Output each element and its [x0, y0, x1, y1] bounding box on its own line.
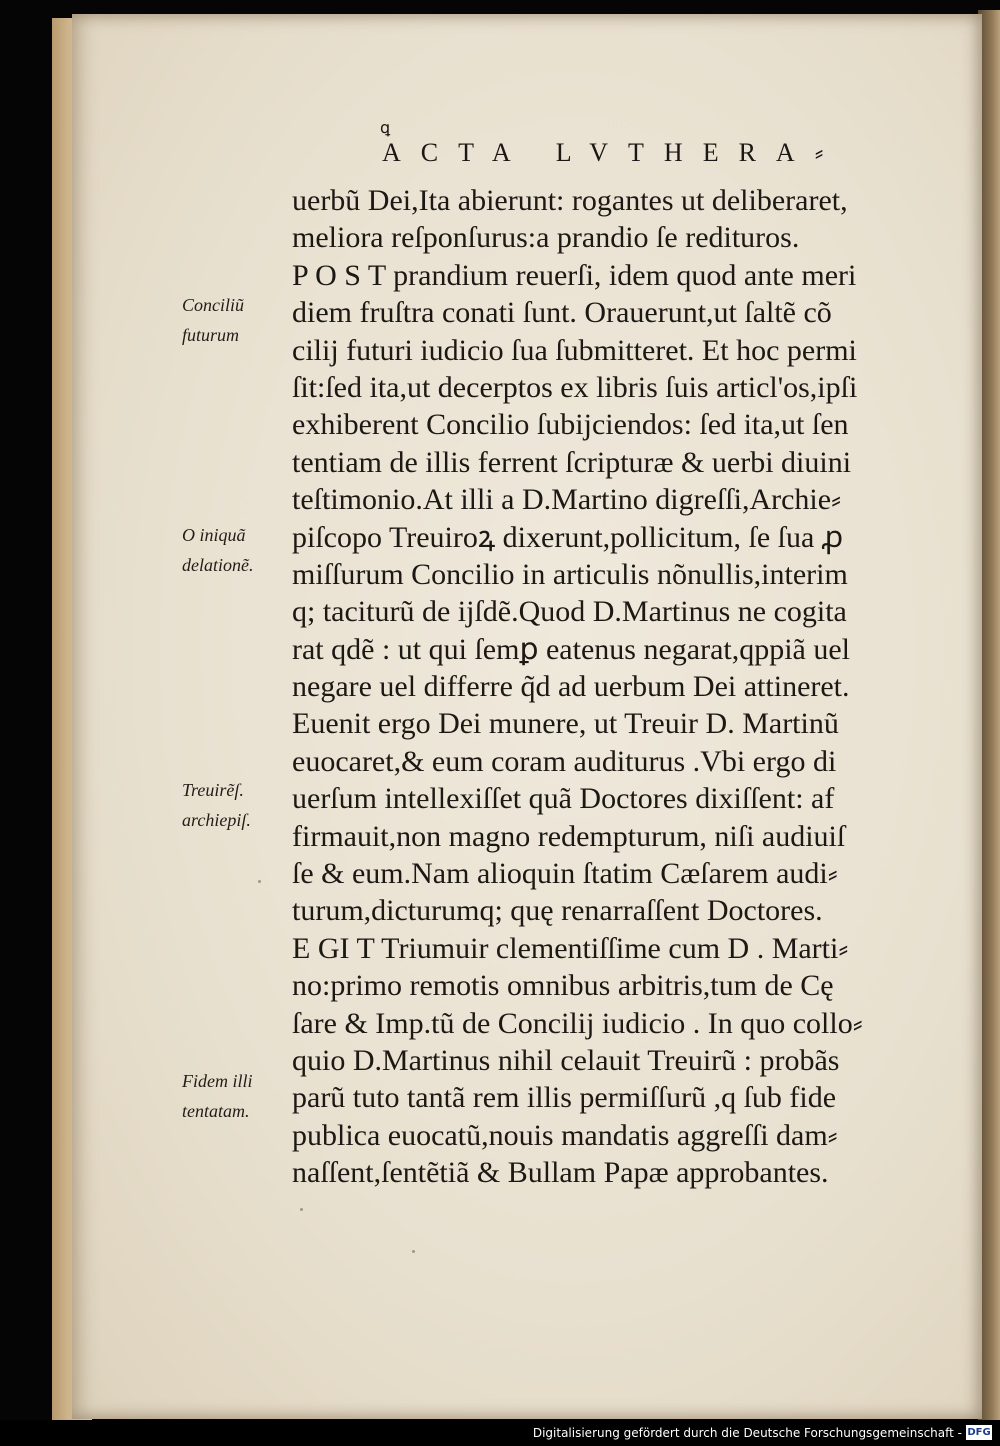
text-line: turum,dicturumq; quę renarraſſent Doctores.	[292, 894, 823, 928]
text-line: cilij futuri iudicio ſua ſubmitteret. Et hoc permi	[292, 333, 857, 367]
text-line: teſtimonio.At illi a D.Martino digreſſi,Archie⸗	[292, 483, 842, 517]
text-line: ſare & Imp.tũ de Concilij iudicio . In quo collo⸗	[292, 1006, 863, 1040]
text-line: piſcopo Treuiroꝝ dixerunt,pollicitum, ſe ſua ꝓ	[292, 520, 844, 554]
text-line: exhiberent Concilio ſubijciendos: ſed ita,ut ſen	[292, 408, 849, 442]
margin-note-line: Fidem illi	[182, 1071, 253, 1091]
margin-note-line: archiepiſ.	[182, 810, 251, 830]
text-line: no:primo remotis omnibus arbitris,tum de Cę	[292, 969, 834, 1003]
paper-speck	[300, 1208, 303, 1211]
margin-note-fides	[182, 1066, 292, 1126]
text-line: parũ tuto tantã rem illis permiſſurũ ,q ſub fide	[292, 1081, 837, 1115]
text-line: uerſum intellexiſſet quã Doctores dixiſſent: af	[292, 782, 835, 816]
margin-note-line: Conciliũ	[182, 295, 244, 315]
text-line: euocaret,& eum coram auditurus .Vbi ergo di	[292, 744, 837, 778]
text-line: miſſurum Concilio in articulis nõnullis,interim	[292, 557, 848, 591]
text-line: firmauit,non magno redempturum, niſi audiuiſ	[292, 819, 846, 853]
text-line: ſe & eum.Nam alioquin ſtatim Cæſarem audi⸗	[292, 857, 838, 891]
margin-note-line: futurum	[182, 325, 240, 345]
text-line: E GI T Triumuir clementiſſime cum D . Marti⸗	[292, 931, 849, 965]
margin-note-concilium	[182, 290, 292, 350]
paper-speck	[412, 1250, 415, 1253]
margin-note-delatio	[182, 520, 292, 580]
text-line: meliora reſponſurus:a prandio ſe redituros.	[292, 221, 800, 255]
margin-note-treuir	[182, 775, 292, 835]
text-line: quio D.Martinus nihil celauit Treuirũ : probãs	[292, 1043, 840, 1077]
text-line: diem fruſtra conati ſunt. Orauerunt,ut ſaltẽ cõ	[292, 296, 832, 330]
printer-mark: ꝗ	[380, 120, 391, 137]
margin-note-line: Treuirẽſ.	[182, 780, 244, 800]
margin-note-line: delationẽ.	[182, 555, 254, 575]
running-title: ACTA LVTHERA⸗	[382, 138, 844, 167]
text-line: ſit:ſed ita,ut decerptos ex libris ſuis articl'os,ipſi	[292, 370, 858, 404]
digitization-footer	[0, 1420, 1000, 1446]
text-line: q; taciturũ de ijſdẽ.Quod D.Martinus ne cogita	[292, 595, 847, 629]
funding-credit: Digitalisierung gefördert durch die Deutsche Forschungsgemeinschaft -	[532, 1426, 962, 1440]
text-line: publica euocatũ,nouis mandatis aggreſſi dam⸗	[292, 1118, 838, 1152]
text-line: naſſent,ſentẽtiã & Bullam Papæ approbantes.	[292, 1156, 829, 1190]
text-line: tentiam de illis ferrent ſcripturæ & uerbi diuini	[292, 445, 852, 479]
dfg-logo-icon: DFG	[967, 1427, 991, 1438]
text-line: rat qdẽ : ut qui ſemꝑ eatenus negarat,qppiã uel	[292, 632, 851, 666]
text-line: uerbũ Dei,Ita abierunt: rogantes ut deliberaret,	[292, 184, 848, 217]
paper-speck	[258, 880, 261, 883]
margin-note-line: tentatam.	[182, 1101, 250, 1121]
margin-note-line: O iniquã	[182, 525, 246, 545]
text-line: negare uel differre q̃d ad uerbum Dei attineret.	[292, 670, 850, 704]
text-line: Euenit ergo Dei munere, ut Treuir D. Martinũ	[292, 707, 839, 741]
body-text	[292, 182, 942, 1192]
text-line: P O S T prandium reuerſi, idem quod ante meri	[292, 258, 857, 292]
